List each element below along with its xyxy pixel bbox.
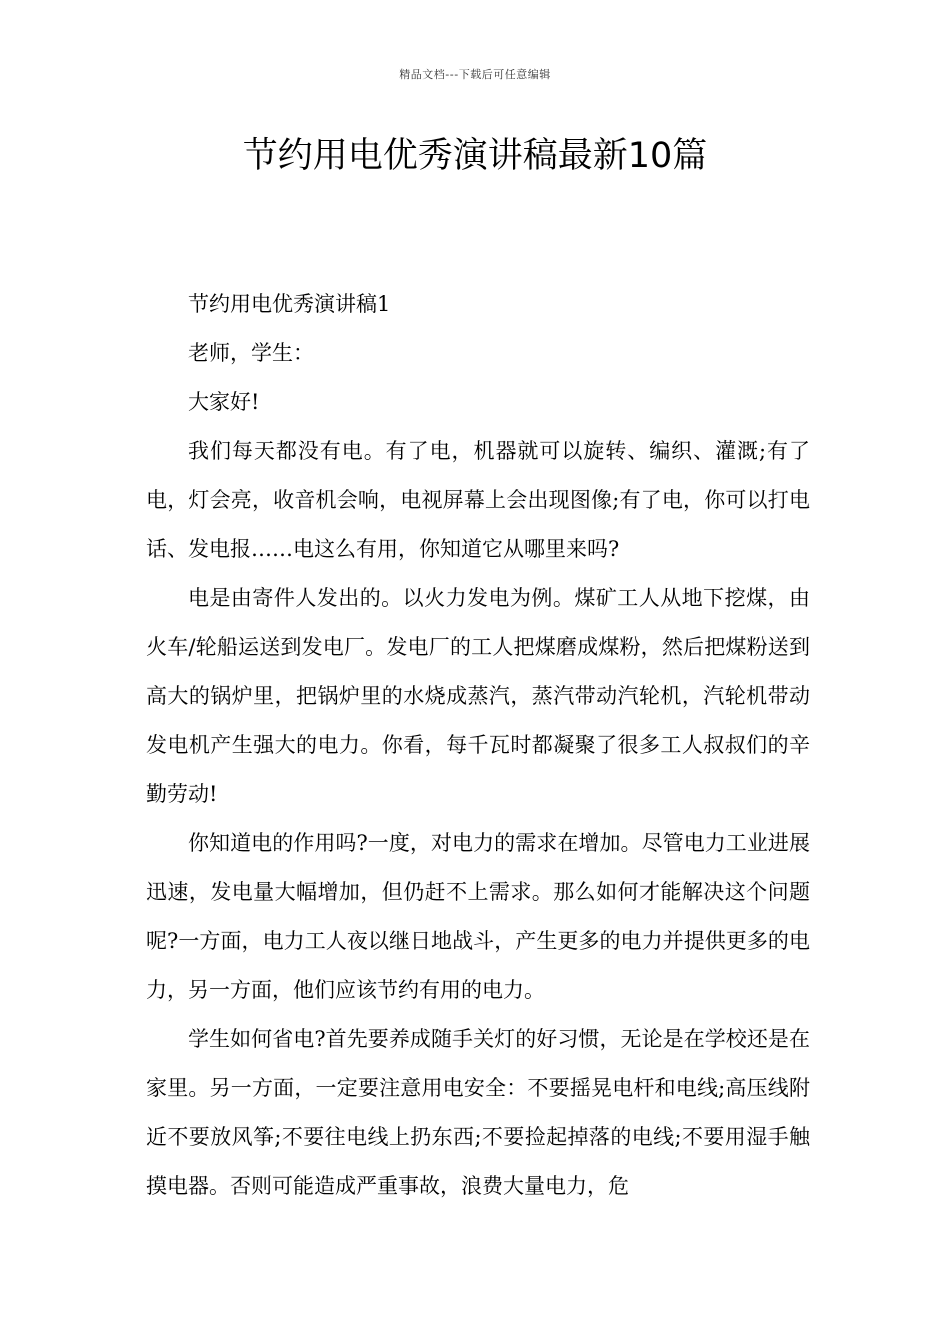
greeting-line: 老师，学生： xyxy=(188,341,314,365)
section-subtitle: 节约用电优秀演讲稿1 xyxy=(188,292,391,316)
body-paragraph: 你知道电的作用吗?一度，对电力的需求在增加。尽管电力工业进展迅速，发电量大幅增加，但仍赶不上需求。那么如何才能解决这个问题呢?一方面，电力工人夜以继日地战斗，产生更多的电力并提供更多的电力，另一方面，他们应该节约有用的电力。 xyxy=(146,831,810,1002)
document-body xyxy=(146,280,810,1211)
body-paragraph: 学生如何省电?首先要养成随手关灯的好习惯，无论是在学校还是在家里。另一方面，一定要注意用电安全：不要摇晃电杆和电线;高压线附近不要放风筝;不要往电线上扔东西;不要捡起掉落的电线;不要用湿手触摸电器。否则可能造成严重事故，浪费大量电力，危 xyxy=(146,1027,810,1198)
document-title: 节约用电优秀演讲稿最新10篇 xyxy=(242,136,708,176)
greeting-line: 大家好! xyxy=(188,390,260,414)
body-paragraph: 我们每天都没有电。有了电，机器就可以旋转、编织、灌溉;有了电，灯会亮，收音机会响，电视屏幕上会出现图像;有了电，你可以打电话、发电报……电这么有用，你知道它从哪里来吗? xyxy=(146,439,810,561)
header-note: 精品文档---下载后可任意编辑 xyxy=(399,68,551,81)
body-paragraph: 电是由寄件人发出的。以火力发电为例。煤矿工人从地下挖煤，由火车/轮船运送到发电厂。发电厂的工人把煤磨成煤粉，然后把煤粉送到高大的锅炉里，把锅炉里的水烧成蒸汽，蒸汽带动汽轮机，汽轮机带动发电机产生强大的电力。你看，每千瓦时都凝聚了很多工人叔叔们的辛勤劳动! xyxy=(146,586,810,806)
